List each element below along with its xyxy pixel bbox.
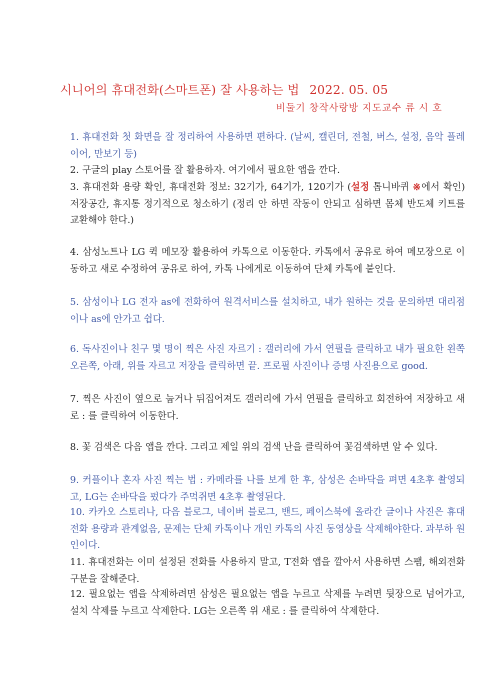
item-number: 1.: [70, 132, 79, 143]
item-text: 삼성이나 LG 전자 as에 전화하여 원격서비스를 설치하고, 내가 원하는 것을 문의하면 대리점이나 as에 안가고 쉽다.: [70, 297, 465, 325]
item-number: 7.: [70, 394, 79, 405]
item-text: 독사진이나 친구 몇 명이 찍은 사진 자르기 : 갤러리에 가서 연필을 클릭하고 내가 필요한 왼쪽 오른쪽, 아래, 위를 자르고 저장을 클릭하면 끝. 프로필 사진이나 증명 사진용으로 good.: [70, 344, 465, 372]
list-item-1: [70, 130, 465, 163]
item-text: 커플이나 혼자 사진 찍는 법 : 카메라를 나를 보게 한 후, 삼성은 손바닥을 펴면 4초후 촬영되고, LG는 손바닥을 펐다가 주먹쥐면 4초후 촬영된다.: [70, 475, 465, 503]
item-text: 카카오 스토리나, 다음 블로그, 네이버 블로그, 밴드, 페이스북에 올라간 글이나 사진은 휴대전화 용량과 관계없음, 문제는 단체 카톡이나 개인 카톡의 사진 동영상을 삭제해야한다. 과부하 원인이다.: [70, 507, 465, 551]
item-number: 9.: [70, 475, 79, 486]
item-text: 휴대전화 첫 화면을 잘 정리하여 사용하면 편하다. (날씨, 캘린더, 전철, 버스, 설정, 음악 플레이어, 만보기 등): [70, 132, 465, 160]
list-item-9: [70, 473, 465, 506]
item-highlight: 설정: [351, 182, 370, 193]
item-text: 필요없는 앱을 삭제하려면 삼성은 필요없는 앱을 누르고 삭제를 누려면 뒷장으로 넘어가고, 설치 삭제를 누르고 삭제한다. LG는 오른쪽 위 새로 : 를 클릭하여 삭제한다.: [70, 589, 465, 617]
item-text-before: 휴대전화 용량 확인, 휴대전화 정보: 32기가, 64기가, 120기가 (: [82, 182, 352, 193]
item-number: 10.: [70, 507, 85, 518]
title-text: 시니어의 휴대전화(스마트폰) 잘 사용하는 법: [60, 83, 300, 97]
list-item-8: [70, 440, 465, 457]
item-number: 3.: [70, 182, 79, 193]
list-item-11: [70, 555, 465, 588]
item-number: 12.: [70, 589, 85, 600]
item-text: 삼성노트나 LG 퀵 메모장 활용하여 카톡으로 이동한다. 카톡에서 공유로 하여 메모장으로 이동하고 새로 수정하여 공유로 하여, 카톡 나에게로 이동하여 단체 카톡에 붙인다.: [70, 247, 465, 275]
item-text: 꽃 검색은 다음 앱을 깐다. 그리고 제일 위의 검색 난을 클릭하여 꽃검색하면 알 수 있다.: [81, 442, 438, 453]
list-item-7: [70, 392, 465, 425]
item-number: 8.: [70, 442, 79, 453]
item-number: 4.: [70, 247, 79, 258]
list-item-12: [70, 587, 465, 620]
item-text-middle: 톱니바퀴: [369, 182, 413, 193]
item-text: 휴대전화는 이미 설정된 전화를 사용하지 말고, T전화 앱을 깔아서 사용하면 스팸, 해외전화 구분을 잘해준다.: [70, 557, 466, 585]
document-title: [60, 81, 480, 98]
item-text: 찍은 사진이 옆으로 눕거나 뒤집어져도 갤러리에 가서 연필을 클릭하고 회전하여 저장하고 새로 : 를 클릭하여 이동한다.: [70, 394, 466, 422]
document-date: 2022. 05. 05: [309, 83, 389, 97]
item-number: 6.: [70, 344, 79, 355]
item-text: 구글의 play 스토어를 잘 활용하자. 여기에서 필요한 앱을 깐다.: [81, 165, 340, 176]
item-text-after: 에서 확인) 저장공간, 휴지통 정기적으로 청소하기 (정리 안 하면 작동이 안되고 심하면 몸체 반도체 키트를 교환해야 한다.): [70, 182, 465, 226]
list-item-4: [70, 245, 465, 278]
document-author: 비둘기 창작사랑방 지도교수 류 시 호: [276, 103, 443, 114]
list-item-6: [70, 342, 465, 375]
item-number: 11.: [70, 557, 85, 568]
list-item-5: [70, 295, 465, 328]
list-item-2: [70, 163, 465, 180]
item-number: 5.: [70, 297, 79, 308]
reference-mark-icon: ※: [412, 182, 422, 193]
list-item-3: [70, 180, 465, 230]
item-number: 2.: [70, 165, 79, 176]
list-item-10: [70, 505, 465, 555]
